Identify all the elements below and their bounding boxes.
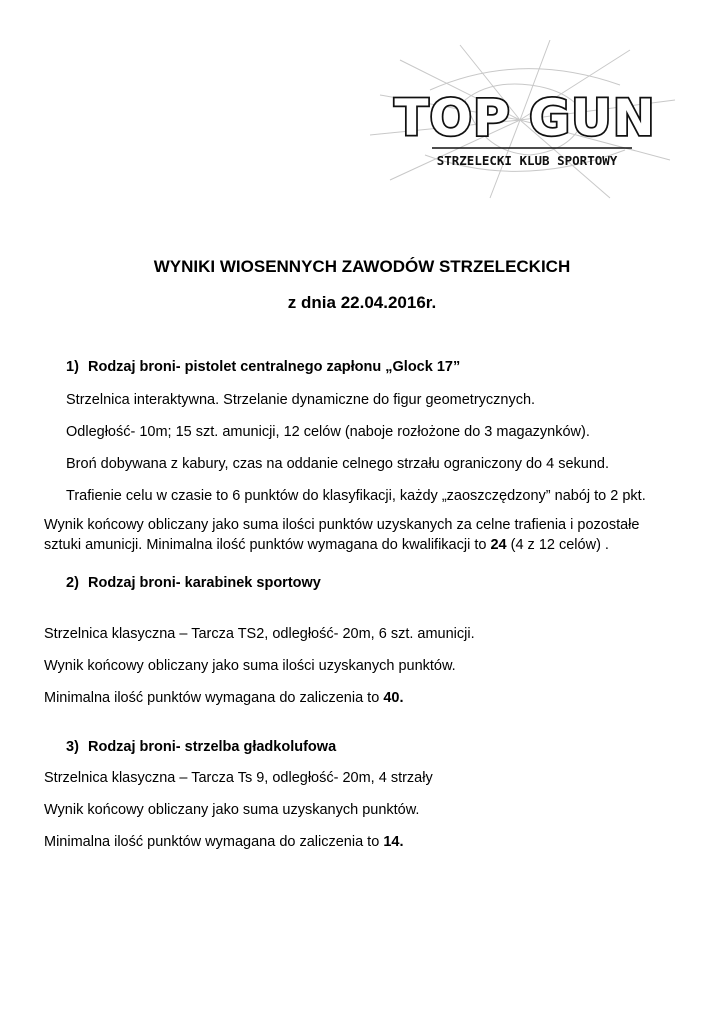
section-2-line: Wynik końcowy obliczany jako suma ilości uzyskanych punktów.	[44, 658, 456, 674]
section-2-minimum-line	[44, 690, 403, 706]
shattered-glass-logo-icon	[370, 40, 680, 200]
section-title: Rodzaj broni- pistolet centralnego zapłonu „Glock 17”	[88, 359, 461, 375]
section-3-heading	[66, 739, 336, 755]
section-1-heading	[66, 359, 460, 375]
section-2-line: Strzelnica klasyczna – Tarcza TS2, odległość- 20m, 6 szt. amunicji.	[44, 626, 475, 642]
club-logo	[370, 40, 680, 200]
section-1-line: Odległość- 10m; 15 szt. amunicji, 12 celów (naboje rozłożone do 3 magazynków).	[66, 424, 590, 440]
section-2-heading	[66, 575, 321, 591]
section-1-result-line: Wynik końcowy obliczany jako suma ilości punktów uzyskanych za celne trafienia i pozostałe	[44, 517, 640, 533]
document-title: WYNIKI WIOSENNYCH ZAWODÓW STRZELECKICH	[153, 257, 571, 276]
minimum-points-value: 24	[490, 537, 507, 553]
section-1-line: Strzelnica interaktywna. Strzelanie dynamiczne do figur geometrycznych.	[66, 392, 536, 408]
result-text: sztuki amunicji. Minimalna ilość punktów wymagana do kwalifikacji to	[44, 537, 491, 553]
document-date: z dnia 22.04.2016r.	[287, 293, 437, 312]
logo-name: TOP GUN	[394, 89, 656, 147]
section-number: 2)	[66, 575, 79, 591]
section-1-line: Broń dobywana z kabury, czas na oddanie celnego strzału ograniczony do 4 sekund.	[66, 456, 610, 472]
section-3-line: Wynik końcowy obliczany jako suma uzyskanych punktów.	[44, 802, 420, 818]
minimum-points-value: 40.	[383, 690, 404, 706]
section-1-result-line	[44, 537, 609, 553]
minimum-text: Minimalna ilość punktów wymagana do zaliczenia to	[44, 690, 384, 706]
section-title: Rodzaj broni- strzelba gładkolufowa	[88, 739, 337, 755]
section-3-minimum-line	[44, 834, 403, 850]
section-3-line: Strzelnica klasyczna – Tarcza Ts 9, odległość- 20m, 4 strzały	[44, 770, 433, 786]
section-number: 3)	[66, 739, 79, 755]
section-1-line: Trafienie celu w czasie to 6 punktów do klasyfikacji, każdy „zaoszczędzony” nabój to 2 pkt.	[66, 488, 646, 504]
minimum-points-value: 14.	[383, 834, 404, 850]
minimum-text: Minimalna ilość punktów wymagana do zaliczenia to	[44, 834, 384, 850]
logo-tagline: STRZELECKI KLUB SPORTOWY	[436, 153, 618, 168]
section-number: 1)	[66, 359, 79, 375]
section-title: Rodzaj broni- karabinek sportowy	[88, 575, 321, 591]
result-text: (4 z 12 celów) .	[506, 537, 609, 553]
